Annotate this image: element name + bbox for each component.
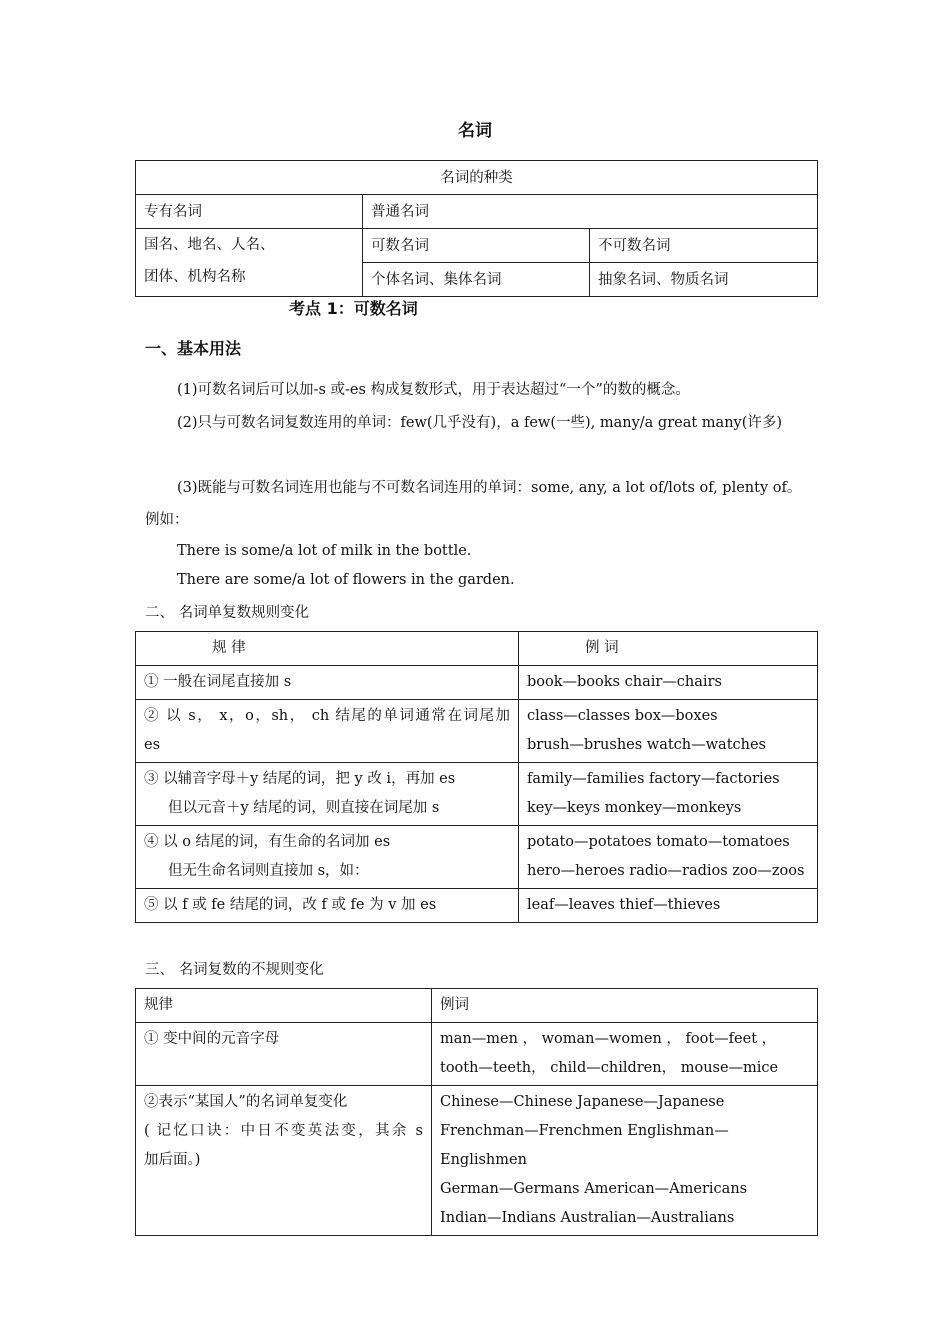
regular-plural-table [135,631,818,923]
table-row [136,826,818,889]
example-line: leaf—leaves thief—thieves [527,897,721,913]
table-row [136,1086,818,1236]
rule-line: ③ 以辅音字母＋y 结尾的词，把 y 改 i，再加 es [144,771,456,787]
rule-line: ② 以 s， x，o，sh， ch 结尾的单词通常在词尾加 [144,708,510,724]
rule-cell [136,763,519,826]
example-line: hero—heroes radio—radios zoo—zoos [527,863,805,879]
paragraph-2: (2)只与可数名词复数连用的单词：few(几乎没有)，a few(一些), many/a great many(许多) [177,415,783,431]
example-column-header: 例 词 [519,632,818,666]
rule-line: ②表示“某国人”的名词单复变化 [144,1094,348,1110]
example-cell [519,666,818,700]
table-row [136,700,818,763]
table-row [136,889,818,923]
noun-kinds-table [135,160,818,297]
rule-line: ⑤ 以 f 或 fe 结尾的词，改 f 或 fe 为 v 加 es [144,897,437,913]
section3-heading: 三、 名词复数的不规则变化 [145,962,324,978]
rule-cell [136,826,519,889]
proper-desc-line: 国名、地名、人名、 [144,237,275,253]
rule-line: es [144,737,161,753]
rule-line: ① 变中间的元音字母 [144,1031,280,1047]
rule-line: 但无生命名词则直接加 s，如： [168,863,369,879]
rule-line: 但以元音＋y 结尾的词，则直接在词尾加 s [168,800,440,816]
example-sentence-2: There are some/a lot of flowers in the garden. [177,572,515,588]
common-noun-cell: 普通名词 [363,195,818,229]
uncountable-types-cell: 抽象名词、物质名词 [590,263,818,297]
example-sentence-1: There is some/a lot of milk in the bottle. [177,543,472,559]
rule-cell [136,1023,432,1086]
example-line: man—men ， woman—women ， foot—feet ， [440,1031,777,1047]
rule-cell [136,666,519,700]
table-row [136,1023,818,1086]
example-cell [432,1086,818,1236]
example-line: key—keys monkey—monkeys [527,800,742,816]
paragraph-3: (3)既能与可数名词连用也能与不可数名词连用的单词：some, any, a lot of/lots of, plenty of。例如： [145,480,802,528]
example-line: brush—brushes watch—watches [527,737,767,753]
countable-types-cell: 个体名词、集体名词 [363,263,590,297]
proper-noun-cell: 专有名词 [136,195,363,229]
irregular-plural-table [135,988,818,1236]
uncountable-cell: 不可数名词 [590,229,818,263]
table-row [136,666,818,700]
rule-line: ( 记忆口诀：中日不变英法变，其余 s [144,1123,423,1139]
paragraph-1: (1)可数名词后可以加-s 或-es 构成复数形式，用于表达超过“一个”的数的概念。 [177,382,690,398]
rule-line: ④ 以 o 结尾的词，有生命的名词加 es [144,834,391,850]
section1-heading: 一、基本用法 [145,339,242,358]
proper-desc-line: 团体、机构名称 [144,269,246,285]
example-cell [519,763,818,826]
kinds-header: 名词的种类 [136,161,818,195]
example-cell [519,889,818,923]
rule-column-header: 规 律 [136,632,519,666]
example-line: Chinese—Chinese Japanese—Japanese [440,1094,725,1110]
section2-heading: 二、 名词单复数规则变化 [145,605,310,621]
example-cell [432,1023,818,1086]
kaodian-heading: 考点 1：可数名词 [289,299,418,318]
example-line: potato—potatoes tomato—tomatoes [527,834,790,850]
example-line: Indian—Indians Australian—Australians [440,1210,735,1226]
rule-cell [136,1086,432,1236]
example-column-header: 例词 [432,989,818,1023]
example-cell [519,700,818,763]
page-title: 名词 [458,121,492,141]
rule-column-header: 规律 [136,989,432,1023]
example-line: book—books chair—chairs [527,674,722,690]
example-line: tooth—teeth， child—children， mouse—mice [440,1060,779,1076]
example-cell [519,826,818,889]
rule-cell [136,700,519,763]
example-line: Frenchman—Frenchmen Englishman—Englishmen [440,1123,729,1168]
example-line: German—Germans American—Americans [440,1181,748,1197]
table-row [136,763,818,826]
example-line: class—classes box—boxes [527,708,718,724]
rule-cell [136,889,519,923]
proper-desc-cell [136,229,363,297]
example-line: family—families factory—factories [527,771,780,787]
rule-line: ① 一般在词尾直接加 s [144,674,292,690]
rule-line: 加后面。) [144,1152,201,1168]
countable-cell: 可数名词 [363,229,590,263]
